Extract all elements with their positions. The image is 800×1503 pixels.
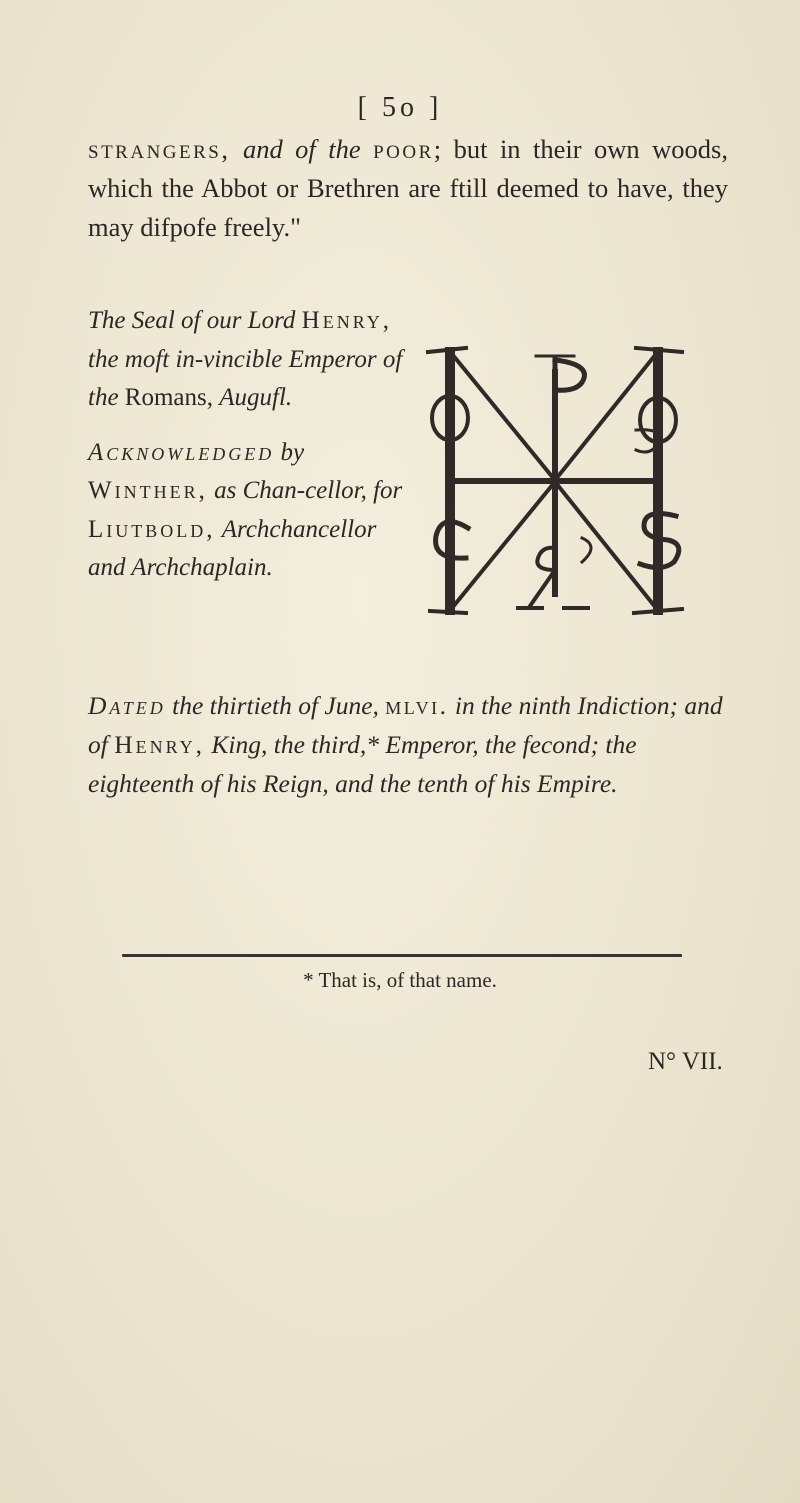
text-thirtieth-of-june: the thirtieth of June,: [172, 691, 379, 720]
text-winther: Winther,: [88, 477, 208, 504]
footnote: * That is, of that name.: [303, 968, 497, 992]
text-the: The: [88, 307, 126, 334]
text-seal-of-our-lord: Seal of our Lord: [131, 307, 296, 334]
text-augustus: Augufl.: [219, 384, 293, 411]
acknowledgement-paragraph: [88, 434, 418, 588]
imperial-monogram-icon: [422, 332, 688, 630]
text-henry-king: Henry,: [114, 730, 206, 759]
footnote-divider: [122, 954, 682, 957]
text-poor: poor: [373, 134, 434, 164]
text-most-invincible: the moft in-vincible Emperor of the: [88, 345, 403, 411]
catchword: N° VII.: [648, 1048, 723, 1075]
paragraph-continuation: [88, 130, 728, 247]
text-as-chancellor-for: as Chan-cellor, for: [214, 477, 403, 504]
text-henry: Henry,: [301, 307, 392, 334]
seal-description: [88, 302, 418, 604]
text-by: by: [280, 438, 305, 466]
text-king-emperor-reign: King, the third,* Emperor, the fecond; the eighteenth of his Reign, and the tenth of his Empire.: [88, 730, 637, 798]
seal-paragraph: [88, 302, 418, 418]
text-archchancellor: Archchancellor and Archchaplain.: [88, 515, 377, 581]
text-acknowledged: Acknowledged: [88, 438, 275, 466]
text-liutbold: Liutbold,: [88, 515, 216, 543]
text-and-of-the: and of the: [242, 134, 361, 164]
text-mlvi: mlvi.: [385, 691, 449, 720]
text-ninth-indiction: in the ninth Indiction; and of: [88, 691, 723, 759]
page-number: [ 5o ]: [357, 92, 443, 123]
text-para1-rest: ; but in their own woods, which the Abbot or Brethren are ftill deemed to have, they may difpofe freely.": [88, 134, 728, 242]
dated-paragraph: [88, 686, 738, 803]
text-romans: Romans,: [124, 384, 213, 411]
text-dated: Dated: [88, 691, 166, 720]
text-strangers: strangers,: [88, 134, 231, 164]
